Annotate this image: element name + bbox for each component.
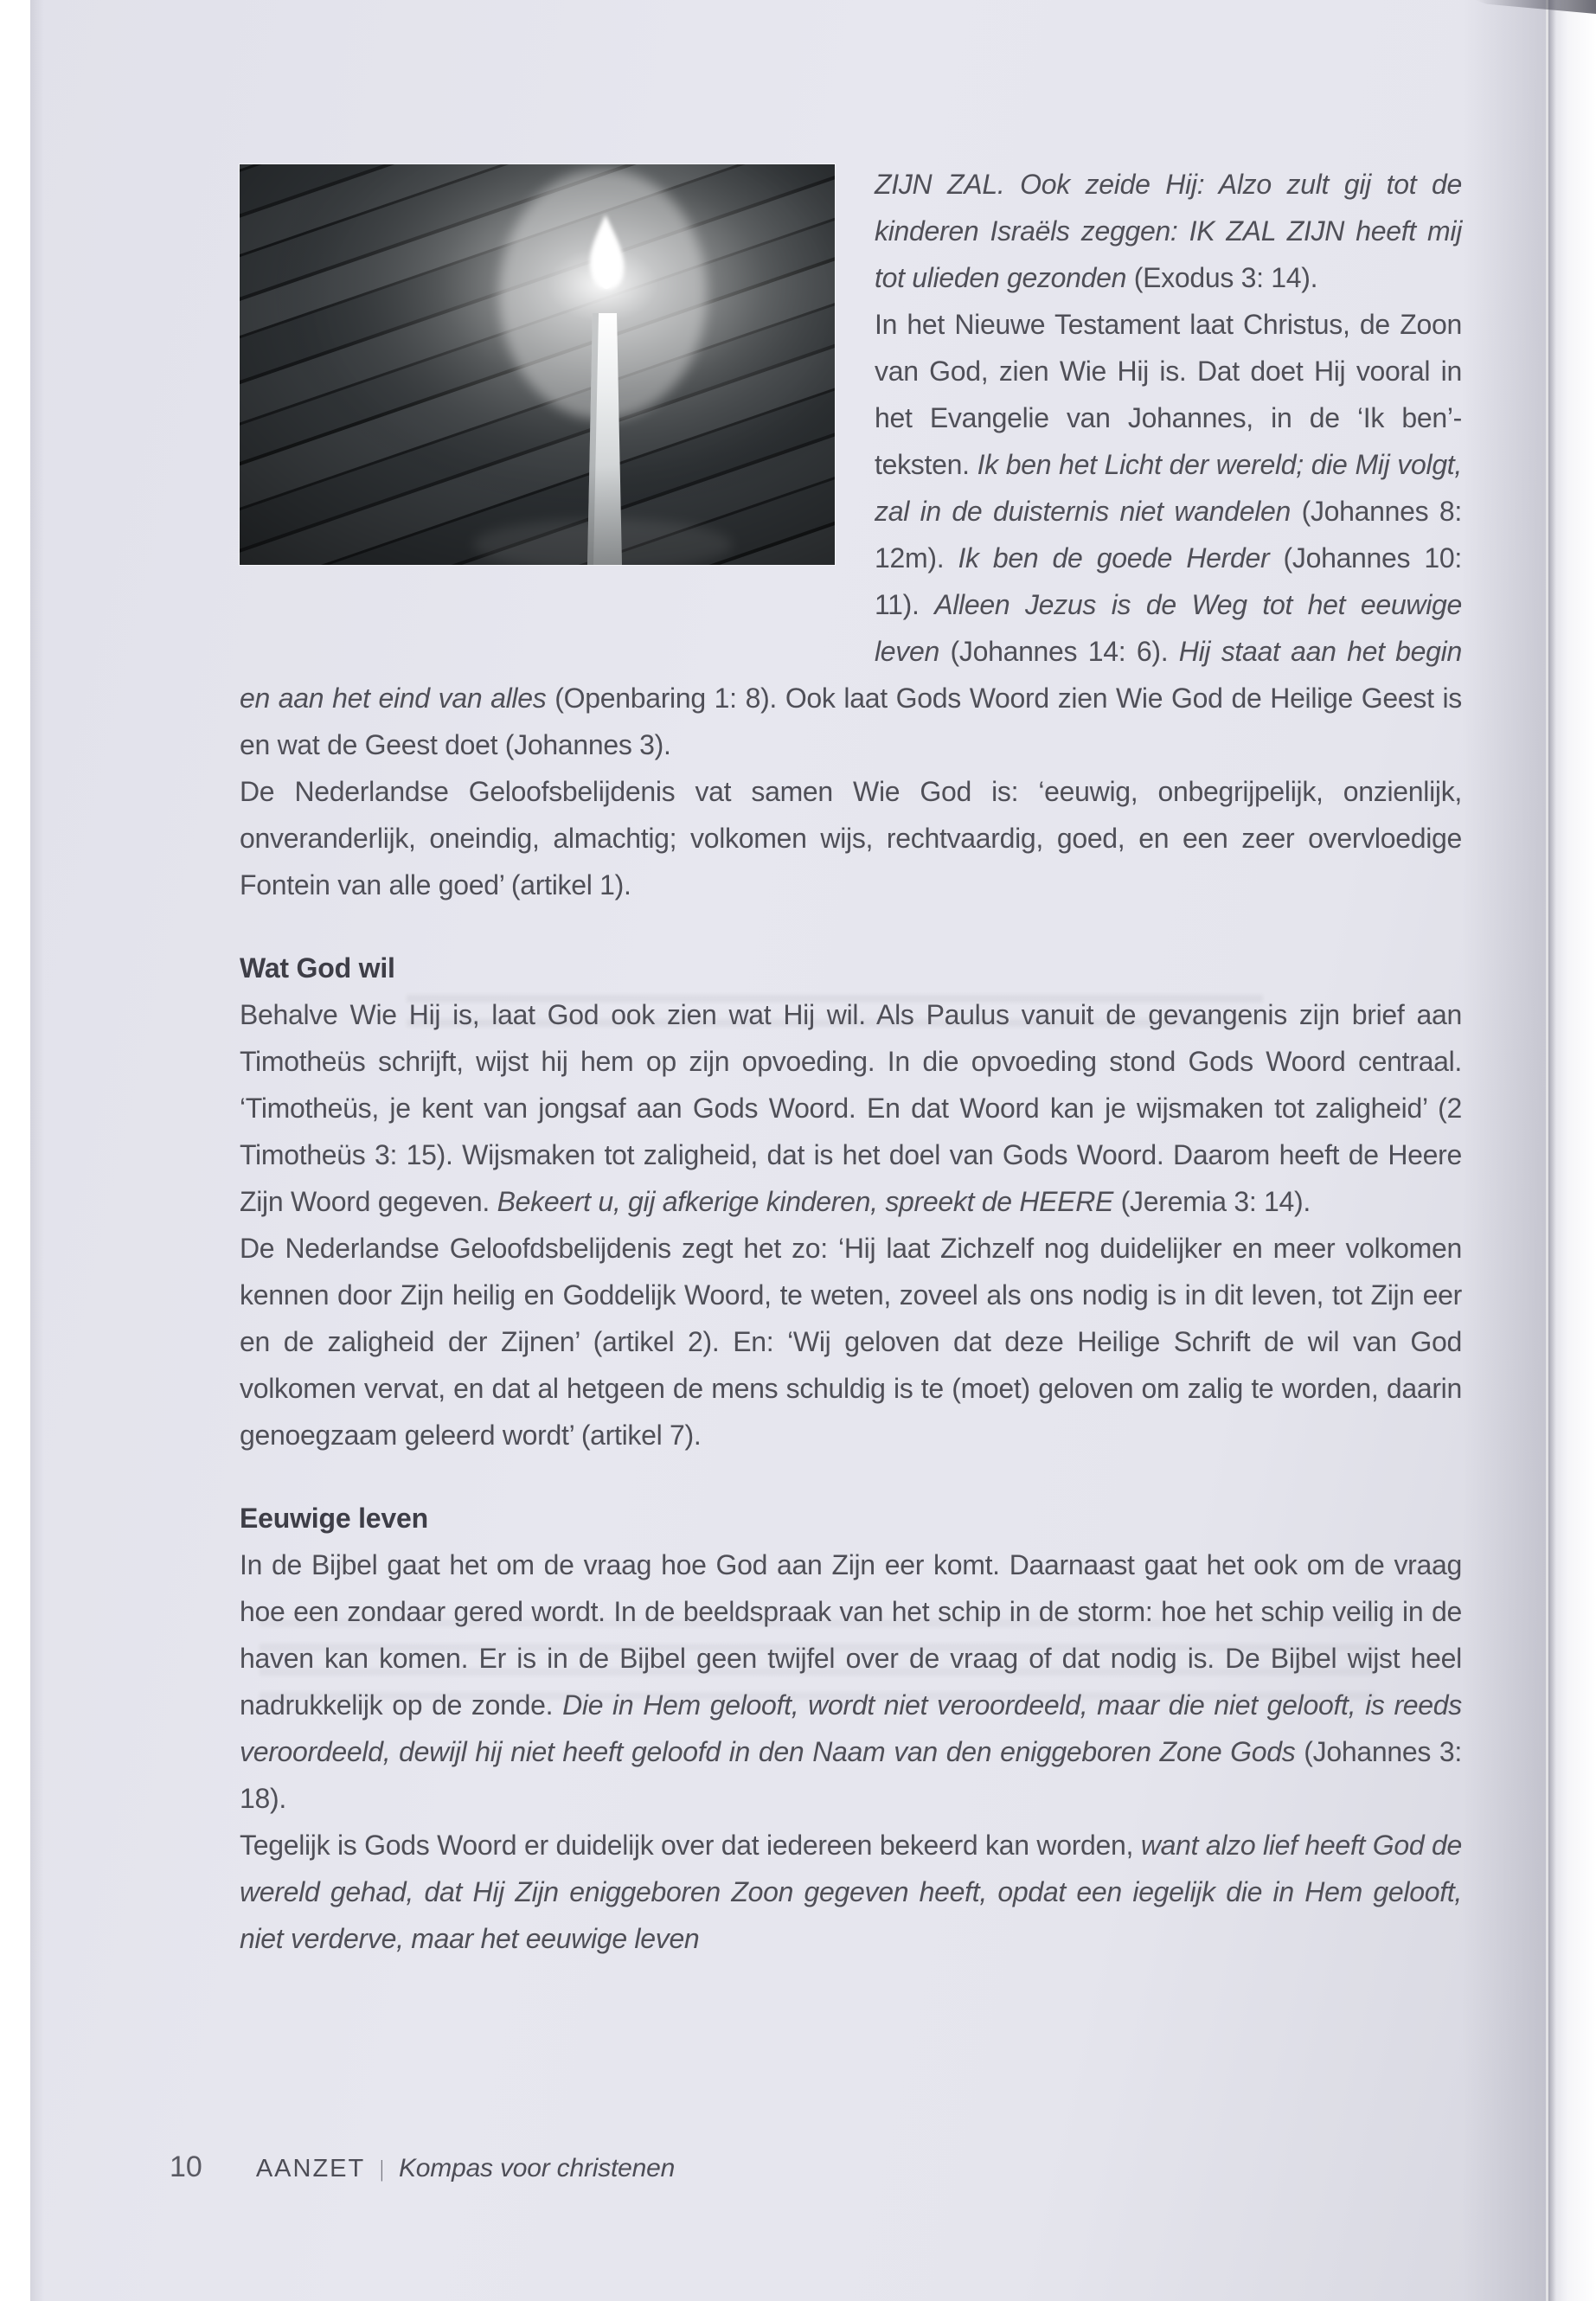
body-text: (Johannes 8: 12m). xyxy=(875,496,1462,574)
page-gutter-shadow xyxy=(30,0,44,2301)
body-text: Tegelijk is Gods Woord er duidelijk over dat iedereen bekeerd kan worden, xyxy=(240,1830,1141,1861)
body-text: (Openbaring 1: 8). Ook laat Gods Woord zien Wie God de Heilige Geest is en wat de Geest doet (Johannes 3). xyxy=(240,683,1462,760)
body-paragraph xyxy=(240,1822,1462,1962)
quote-text: Ik ben de goede Herder xyxy=(958,542,1270,574)
quote-text: want alzo lief heeft God de wereld gehad, dat Hij Zijn eniggeboren Zoon gegeven heeft, opdat een iegelijk die in Hem gelooft, niet verderve, maar het eeuwige leven xyxy=(240,1830,1462,1954)
body-text: (Exodus 3: 14). xyxy=(1126,262,1318,293)
quote-text: Bekeert u, gij afkerige kinderen, spreekt de HEERE xyxy=(497,1186,1114,1217)
candle-photo xyxy=(240,164,835,565)
quote-text: Die in Hem gelooft, wordt niet veroordeeld, maar die niet gelooft, is reeds veroordeeld, dewijl hij niet heeft geloofd in den Naam van den eniggeboren Zone Gods xyxy=(240,1689,1462,1767)
page-number: 10 xyxy=(170,2150,202,2183)
page-edge xyxy=(1548,0,1596,2301)
body-paragraph-intro-3 xyxy=(240,768,1462,908)
footer-book-title: Kompas voor christenen xyxy=(399,2154,676,2182)
body-text: Behalve Wie Hij is, laat God ook zien wat Hij wil. Als Paulus vanuit de gevangenis zijn brief aan Timotheüs schrijft, wijst hij hem op zijn opvoeding. In die opvoeding stond Gods Woord centraal. ‘Timotheüs, je kent van jongsaf aan Gods Woord. En dat Woord kan je wijsmaken tot zaligheid’ (2 Timotheüs 3: 15). Wijsmaken tot zaligheid, dat is het doel van Gods Woord. Daarom heeft de Heere Zijn Woord gegeven. xyxy=(240,999,1462,1217)
body-text: In de Bijbel gaat het om de vraag hoe God aan Zijn eer komt. Daarnaast gaat het ook om de vraag hoe een zondaar gered wordt. In de beeldspraak van het schip in de storm: hoe het schip veilig in de haven kan komen. Er is in de Bijbel geen twijfel over de vraag of dat nodig is. De Bijbel wijst heel nadrukkelijk op de zonde. xyxy=(240,1549,1462,1721)
body-paragraph xyxy=(240,1541,1462,1822)
quote-text: Ik ben het Licht der wereld; die Mij volgt, zal in de duisternis niet wandelen xyxy=(875,449,1462,527)
section-heading-eeuwige-leven: Eeuwige leven xyxy=(240,1503,428,1534)
footer-section-label: AANZET xyxy=(255,2155,366,2182)
body-text: (Johannes 3: 18). xyxy=(240,1736,1462,1814)
page-content xyxy=(240,161,1462,1962)
body-paragraph xyxy=(240,1225,1462,1458)
page-footer xyxy=(170,2150,675,2184)
footer-separator: | xyxy=(380,2156,384,2182)
body-text: De Nederlandse Geloofsbelijdenis vat samen Wie God is: ‘eeuwig, onbegrijpelijk, onzienlijk, onveranderlijk, oneindig, almachtig; volkomen wijs, rechtvaardig, goed, en een zeer overvloedige Fontein van alle goed’ (artikel 1). xyxy=(240,776,1462,901)
body-text: (Jeremia 3: 14). xyxy=(1113,1186,1311,1217)
body-text: De Nederlandse Geloofdsbelijdenis zegt het zo: ‘Hij laat Zichzelf nog duidelijker en meer volkomen kennen door Zijn heilig en Goddelijk Woord, te weten, zoveel als ons nodig is in dit leven, tot Zijn eer en de zaligheid der Zijnen’ (artikel 2). En: ‘Wij geloven dat deze Heilige Schrift de wil van God volkomen vervat, en dat al hetgeen de mens schuldig is te (moet) geloven om zalig te worden, daarin genoegzaam geleerd wordt’ (artikel 7). xyxy=(240,1233,1462,1451)
body-text: In het Nieuwe Testament laat Christus, de Zoon van God, zien Wie Hij is. Dat doet Hij vooral in het Evangelie van Johannes, in de ‘Ik ben’-teksten. xyxy=(875,309,1462,480)
section-heading-wat-god-wil: Wat God wil xyxy=(240,952,395,984)
body-paragraph xyxy=(240,991,1462,1225)
quote-text: Hij staat aan het begin en aan het eind van alles xyxy=(240,636,1462,714)
body-text: (Johannes 14: 6). xyxy=(939,636,1179,667)
body-text: (Johannes 10: 11). xyxy=(875,542,1462,620)
quote-text: ZIJN ZAL. Ook zeide Hij: Alzo zult gij tot de kinderen Israëls zeggen: IK ZAL ZIJN heeft mij tot ulieden gezonden xyxy=(875,169,1462,293)
page-right-shadow xyxy=(1462,0,1548,2301)
candle-photo-image xyxy=(240,164,835,565)
quote-text: Alleen Jezus is de Weg tot het eeuwige leven xyxy=(875,589,1462,667)
